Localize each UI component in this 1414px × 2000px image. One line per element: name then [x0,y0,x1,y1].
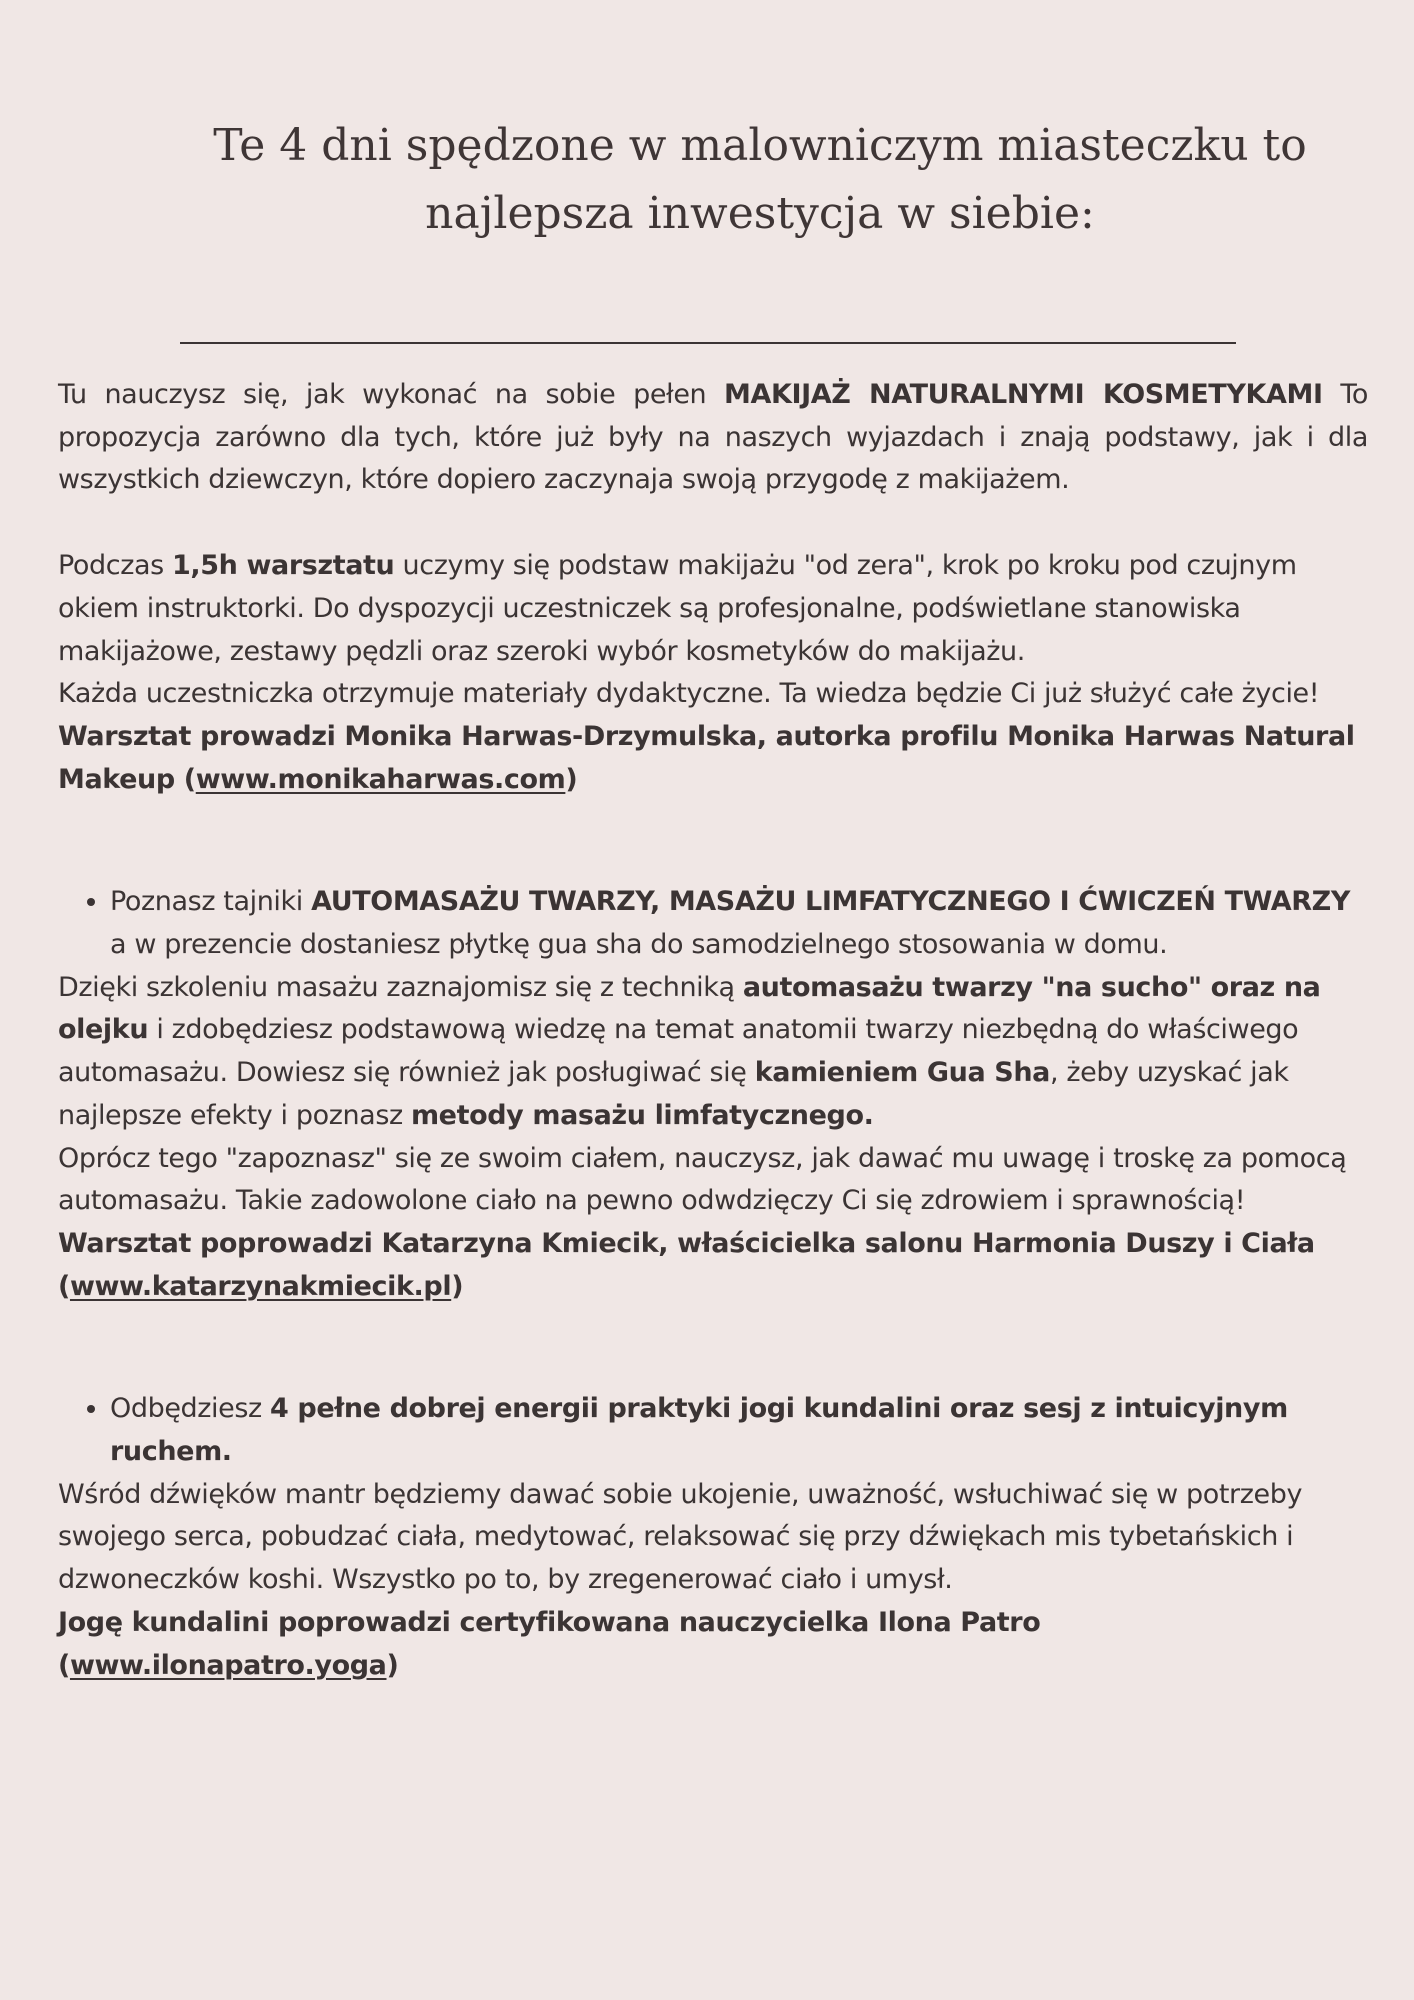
makeup-host: Warsztat prowadzi Monika Harwas-Drzymulska, autorka profilu Monika Harwas Natural Makeup (www.monikaharwas.com) [58,720,1355,795]
list-item: • Poznasz tajniki AUTOMASAŻU TWARZY, MASAŻU LIMFATYCZNEGO I ĆWICZEŃ TWARZY a w prezencie dostaniesz płytkę gua sha do samodzielnego stosowania w domu. [110,881,1368,966]
yoga-host: Jogę kundalini poprowadzi certyfikowana nauczycielka Ilona Patro (www.ilonapatro.yoga) [58,1606,1041,1681]
makeup-section [58,374,1368,801]
massage-list [58,881,1368,966]
massage-body-paragraph: Oprócz tego "zapoznasz" się ze swoim ciałem, nauczysz, jak dawać mu uwagę i troskę za pomocą automasażu. Takie zadowolone ciało na pewno odwdzięczy Ci się zdrowiem i sprawnością! [58,1142,1347,1217]
monikaharwas-link[interactable]: www.monikaharwas.com [195,763,566,795]
yoga-section [58,1388,1368,1687]
makeup-materials-paragraph: Każda uczestniczka otrzymuje materiały dydaktyczne. Ta wiedza będzie Ci już służyć całe życie! [58,678,1320,710]
makeup-intro-paragraph: Tu nauczysz się, jak wykonać na sobie pełen MAKIJAŻ NATURALNYMI KOSMETYKAMI To propozycja zarówno dla tych, które już były na naszych wyjazdach i znają podstawy, jak i dla wszystkich dziewczyn, które dopiero zaczynaja swoją przygodę z makijażem. [58,379,1368,496]
page-title-line-2: najlepsza inwestycja w siebie: [425,188,1095,239]
massage-section [58,881,1368,1308]
massage-host: Warsztat poprowadzi Katarzyna Kmiecik, właścicielka salonu Harmonia Duszy i Ciała (www.katarzynakmiecik.pl) [58,1227,1315,1302]
yoga-list [58,1388,1368,1473]
workshop-duration: 1,5h warsztatu [172,550,395,582]
ilonapatro-link[interactable]: www.ilonapatro.yoga [69,1649,387,1681]
page-content [58,374,1368,1687]
makeup-highlight: MAKIJAŻ NATURALNYMI KOSMETYKAMI [724,379,1323,410]
title-divider [180,342,1236,344]
list-item: • Odbędziesz 4 pełne dobrej energii praktyki jogi kundalini oraz sesj z intuicyjnym ruchem. [110,1388,1368,1473]
yoga-description-paragraph: Wśród dźwięków mantr będziemy dawać sobie ukojenie, uważność, wsłuchiwać się w potrzeby swojego serca, pobudzać ciała, medytować, relaksować się przy dźwiękach mis tybetańskich i dzwoneczków koshi. Wszystko po to, by zregenerować ciało i umysł. [58,1478,1303,1596]
page-title [180,112,1340,248]
massage-technique-paragraph: Dzięki szkoleniu masażu zaznajomisz się z techniką automasażu twarzy "na sucho" oraz na olejku i zdobędziesz podstawową wiedzę na temat anatomii twarzy niezbędną do właściwego automasażu. Dowiesz się również jak posługiwać się kamieniem Gua Sha, żeby uzyskać jak najlepsze efekty i poznasz metody masażu limfatycznego. [58,971,1321,1131]
page-title-line-1: Te 4 dni spędzone w malowniczym miasteczku to [213,120,1307,171]
makeup-workshop-paragraph: Podczas 1,5h warsztatu uczymy się podstaw makijażu "od zera", krok po kroku pod czujnym okiem instruktorki. Do dyspozycji uczestniczek są profesjonalne, podświetlane stanowiska makijażowe, zestawy pędzli oraz szeroki wybór kosmetyków do makijażu. [58,550,1297,667]
katarzynakmiecik-link[interactable]: www.katarzynakmiecik.pl [69,1270,452,1302]
